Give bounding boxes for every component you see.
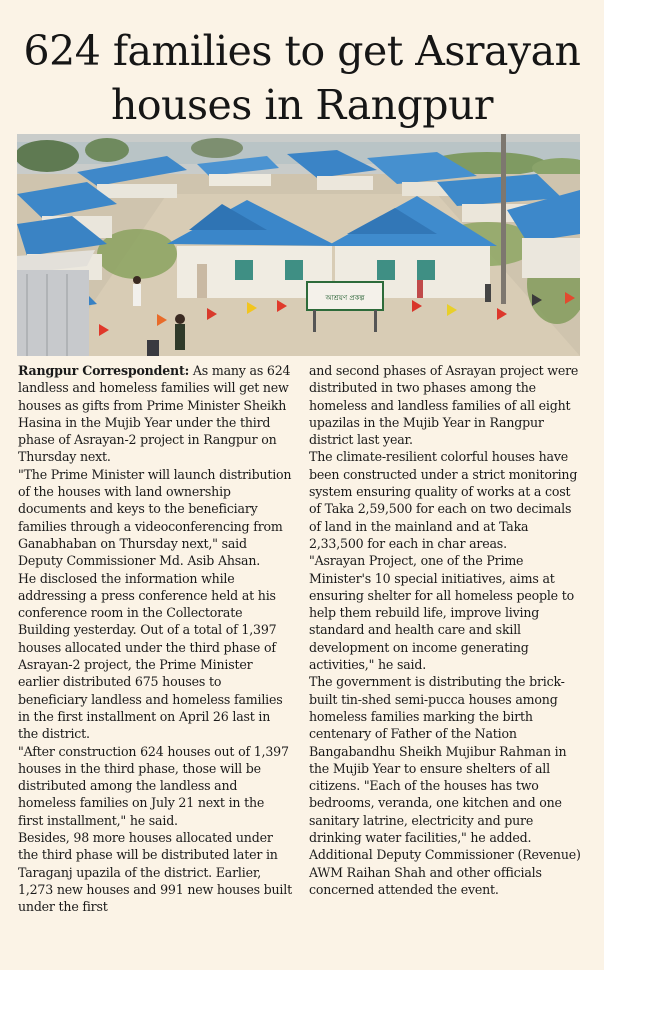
article-column-right: [309, 362, 585, 898]
headline-line-2: houses in Rangpur: [110, 81, 494, 129]
byline: Rangpur Correspondent:: [18, 363, 190, 378]
signboard-text: আশ্রয়ণ প্রকল্প: [325, 294, 365, 302]
headline-line-1: 624 families to get Asrayan: [23, 27, 581, 75]
paragraph: The climate-resilient colorful houses have been constructed under a strict monitoring system ensuring quality of works at a cost of Taka 2,59,500 for each on two decimals of land in the mainland and at Taka 2,33,500 for each in char areas.: [309, 449, 578, 551]
paragraph: The government is distributing the brick-built tin-shed semi-pucca houses among homeless families marking the birth centenary of Father of the Nation Bangabandhu Sheikh Mujibur Rahman in the Mujib Year to ensure shelters of all citizens. "Each of the houses has two bedrooms, veranda, one kitchen and one sanitary latrine, electricity and pure drinking water facilities," he added. Additional Deputy Commissioner (Revenue) AWM Raihan Shah and other officials concerned attended the event.: [309, 674, 581, 897]
paragraph: [18, 362, 292, 466]
paragraph: "After construction 624 houses out of 1,397 houses in the third phase, those will be distributed among the landless and homeless families on July 21 next in the first installment," he said.: [18, 743, 289, 828]
article-column-left: [18, 362, 292, 916]
paragraph: and second phases of Asrayan project were distributed in two phases among the homeless and landless families of all eight upazilas in the Mujib Year in Rangpur district last year.: [309, 363, 579, 448]
paragraph: Besides, 98 more houses allocated under the third phase will be distributed later in Taraganj upazila of the district. Earlier, 1,273 new houses and 991 new houses built under the first: [18, 830, 292, 915]
paragraph: "The Prime Minister will launch distribution of the houses with land ownership documents and keys to the beneficiary families through a videoconferencing from Ganabhaban on Thursday next," said Deputy Commissioner Md. Asib Ahsan.: [18, 466, 292, 569]
paragraph: "Asrayan Project, one of the Prime Minister's 10 special initiatives, aims at ensuring shelter for all homeless people to help them rebuild life, improve living standard and health care and skill development on income generating activities," he said.: [309, 553, 574, 673]
houses-photo: [17, 134, 580, 356]
paragraph: He disclosed the information while addressing a press conference held at his conference room in the Collectorate Building yesterday. Out of a total of 1,397 houses allocated under the third phase of Asrayan-2 project, the Prime Minister earlier distributed 675 houses to beneficiary landless and homeless families in the first installment on April 26 last in the district.: [18, 570, 283, 742]
headline: [0, 24, 604, 132]
paragraph-text: As many as 624 landless and homeless families will get new houses as gifts from Prime Minister Sheikh Hasina in the Mujib Year under the third phase of Asrayan-2 project in Rangpur on Thursday next.: [18, 363, 291, 465]
